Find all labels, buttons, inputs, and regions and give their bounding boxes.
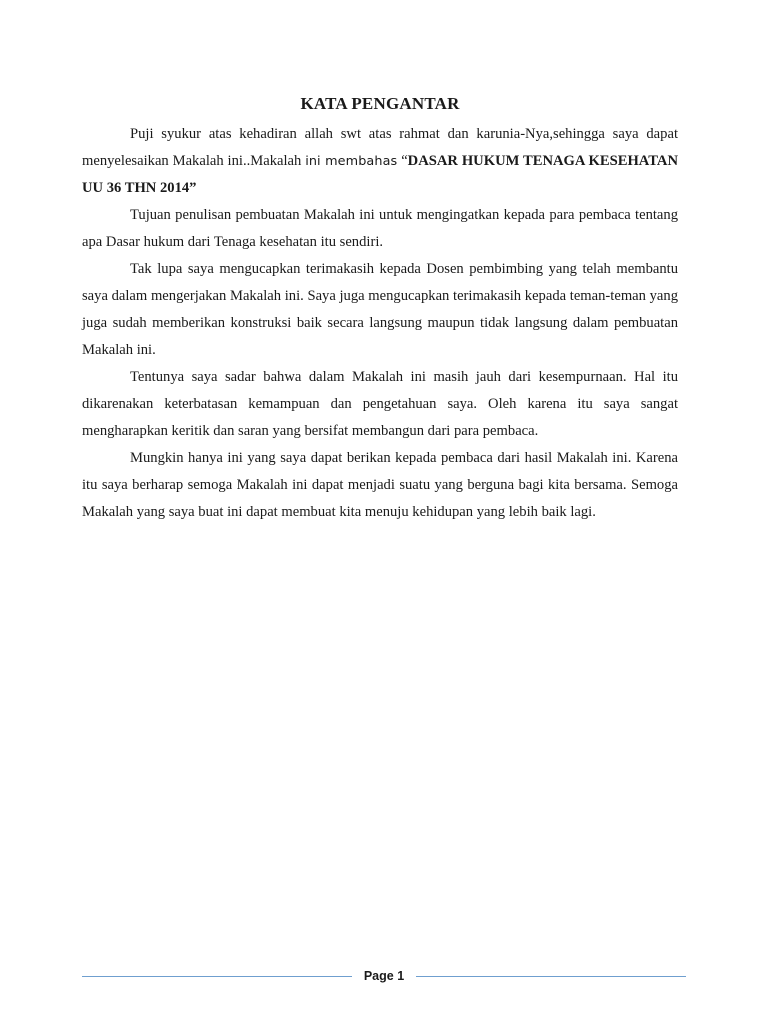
document-body [82,92,678,526]
paragraph-1-bold-title: DASAR HUKUM TENAGA KESEHATAN UU 36 THN 2014” [82,153,678,196]
paragraph-1-intro: Puji syukur atas kehadiran allah swt atas rahmat dan karunia-Nya,sehingga saya dapat menyelesaikan Makalah ini..Makalah [82,126,678,169]
paragraph-1-quote-open: “ [397,153,408,169]
document-title: KATA PENGANTAR [300,94,460,113]
footer-rule-left [82,976,352,977]
paragraph-1-sans-phrase: ini membahas [305,154,398,169]
page-footer [82,966,686,986]
paragraph-5: Mungkin hanya ini yang saya dapat berikan kepada pembaca dari hasil Makalah ini. Karena itu saya berharap semoga Makalah ini dapat menjadi suatu yang berguna bagi kita bersama. Semoga Makalah yang saya buat ini dapat membuat kita menuju kehidupan yang lebih baik lagi. [82,450,678,520]
paragraph-1 [82,121,678,202]
paragraph-3: Tak lupa saya mengucapkan terimakasih kepada Dosen pembimbing yang telah membantu saya dalam mengerjakan Makalah ini. Saya juga mengucapkan terimakasih kepada teman-teman yang juga sudah memberikan konstruksi baik secara langsung maupun tidak langsung dalam pembuatan Makalah ini. [82,261,678,358]
footer-rule-right [416,976,686,977]
paragraph-2: Tujuan penulisan pembuatan Makalah ini untuk mengingatkan kepada para pembaca tentang apa Dasar hukum dari Tenaga kesehatan itu sendiri. [82,207,678,250]
page-number: Page 1 [363,969,405,983]
paragraph-4: Tentunya saya sadar bahwa dalam Makalah ini masih jauh dari kesempurnaan. Hal itu dikarenakan keterbatasan kemampuan dan pengetahuan saya. Oleh karena itu saya sangat mengharapkan keritik dan saran yang bersifat membangun dari para pembaca. [82,369,678,439]
